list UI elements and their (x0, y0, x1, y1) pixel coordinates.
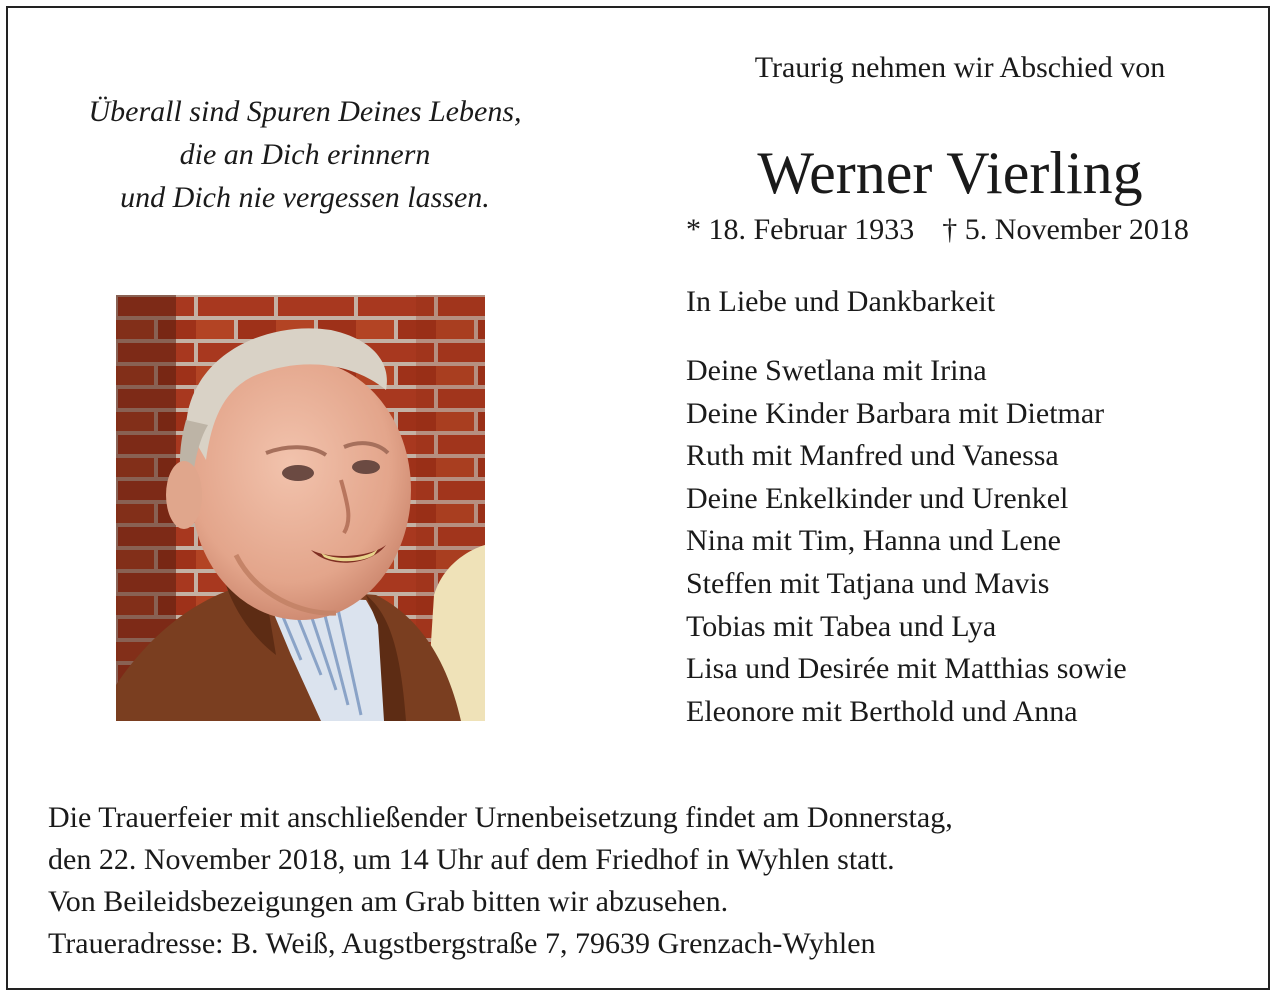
funeral-notice (48, 797, 953, 965)
family-line: Lisa und Desirée mit Matthias sowie (686, 652, 1127, 686)
family-list (686, 350, 1127, 733)
quote-line: und Dich nie vergessen lassen. (120, 181, 490, 214)
quote-line: Überall sind Spuren Deines Lebens, (88, 95, 522, 128)
family-line: Tobias mit Tabea und Lya (686, 609, 997, 643)
family-line: Deine Enkelkinder und Urenkel (686, 481, 1069, 515)
family-line: Steffen mit Tatjana und Mavis (686, 566, 1050, 600)
memorial-quote (30, 90, 580, 219)
family-line: Eleonore mit Berthold und Anna (686, 694, 1078, 728)
family-line: Nina mit Tim, Hanna und Lene (686, 524, 1061, 558)
portrait-photo (116, 295, 485, 721)
notice-line: Von Beileidsbezeigungen am Grab bitten wir abzusehen. (48, 885, 729, 918)
birth-date: * 18. Februar 1933 (686, 213, 915, 246)
notice-line: Traueradresse: B. Weiß, Augstbergstraße 7, 79639 Grenzach-Wyhlen (48, 927, 876, 960)
dedication-line: In Liebe und Dankbarkeit (686, 285, 996, 318)
notice-line: Die Trauerfeier mit anschließender Urnenbeisetzung findet am Donnerstag, (48, 801, 953, 834)
quote-line: die an Dich erinnern (179, 138, 431, 171)
family-line: Ruth mit Manfred und Vanessa (686, 439, 1059, 473)
life-dates (686, 212, 1189, 248)
deceased-name: Werner Vierling (757, 140, 1143, 206)
farewell-intro: Traurig nehmen wir Abschied von (754, 51, 1166, 84)
family-line: Deine Kinder Barbara mit Dietmar (686, 396, 1105, 430)
notice-line: den 22. November 2018, um 14 Uhr auf dem Friedhof in Wyhlen statt. (48, 843, 895, 876)
family-line: Deine Swetlana mit Irina (686, 354, 987, 387)
death-date: † 5. November 2018 (942, 213, 1189, 246)
